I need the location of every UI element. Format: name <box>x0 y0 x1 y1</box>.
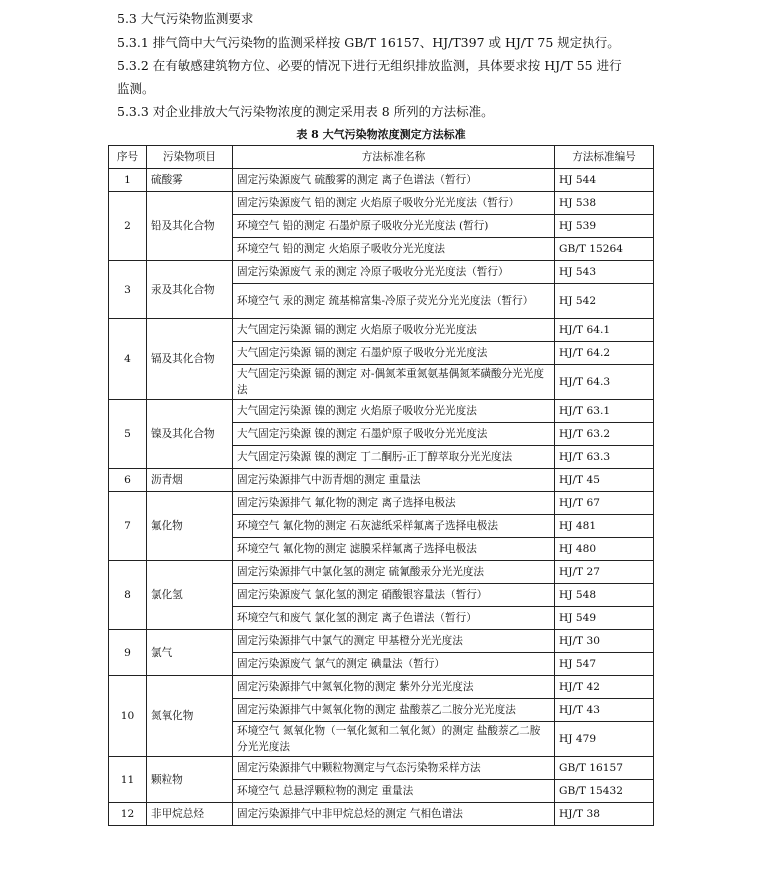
table-body <box>109 169 654 826</box>
row-number: 4 <box>109 319 147 400</box>
method-code: HJ/T 64.3 <box>555 365 654 400</box>
method-code: HJ 547 <box>555 653 654 676</box>
pollutant-item: 沥青烟 <box>147 469 233 492</box>
method-name: 大气固定污染源 镉的测定 石墨炉原子吸收分光光度法 <box>233 342 555 365</box>
method-name: 大气固定污染源 镍的测定 火焰原子吸收分光光度法 <box>233 400 555 423</box>
method-code: HJ 539 <box>555 215 654 238</box>
row-number: 10 <box>109 676 147 757</box>
method-code: HJ 548 <box>555 584 654 607</box>
method-code: GB/T 15264 <box>555 238 654 261</box>
method-name: 环境空气 氟化物的测定 滤膜采样氟离子选择电极法 <box>233 538 555 561</box>
method-name: 固定污染源废气 铅的测定 火焰原子吸收分光光度法（暂行） <box>233 192 555 215</box>
paragraph-5-3-3: 5.3.3 对企业排放大气污染物浓度的测定采用表 8 所列的方法标准。 <box>117 104 494 119</box>
table-row <box>109 400 654 423</box>
method-code: HJ 542 <box>555 284 654 319</box>
row-number: 6 <box>109 469 147 492</box>
pollutant-item: 镍及其化合物 <box>147 400 233 469</box>
method-name: 固定污染源排气中氮氧化物的测定 紫外分光光度法 <box>233 676 555 699</box>
row-number: 12 <box>109 803 147 826</box>
method-name: 环境空气 总悬浮颗粒物的测定 重量法 <box>233 780 555 803</box>
method-name: 固定污染源废气 氯气的测定 碘量法（暂行） <box>233 653 555 676</box>
paragraph-5-3-2: 5.3.2 在有敏感建筑物方位、必要的情况下进行无组织排放监测，具体要求按 HJ/T 55 进行 <box>117 58 622 73</box>
method-name: 环境空气 氟化物的测定 石灰滤纸采样氟离子选择电极法 <box>233 515 555 538</box>
row-number: 7 <box>109 492 147 561</box>
paragraph-5-3-2-cont: 监测。 <box>117 81 155 96</box>
header-method-code: 方法标准编号 <box>555 146 654 169</box>
method-name: 固定污染源排气中氯化氢的测定 硫氰酸汞分光光度法 <box>233 561 555 584</box>
method-name: 固定污染源排气中氮氧化物的测定 盐酸萘乙二胺分光光度法 <box>233 699 555 722</box>
row-number: 5 <box>109 400 147 469</box>
table-row <box>109 676 654 699</box>
method-code: HJ/T 27 <box>555 561 654 584</box>
table-row <box>109 492 654 515</box>
method-name: 固定污染源废气 氯化氢的测定 硝酸银容量法（暂行） <box>233 584 555 607</box>
method-standards-table <box>108 145 654 826</box>
paragraph-5-3-1: 5.3.1 排气筒中大气污染物的监测采样按 GB/T 16157、HJ/T397 或 HJ/T 75 规定执行。 <box>117 35 620 50</box>
row-number: 2 <box>109 192 147 261</box>
method-name: 固定污染源排气中非甲烷总烃的测定 气相色谱法 <box>233 803 555 826</box>
row-number: 3 <box>109 261 147 319</box>
method-name: 固定污染源排气中氯气的测定 甲基橙分光光度法 <box>233 630 555 653</box>
table-caption: 表 8 大气污染物浓度测定方法标准 <box>296 128 466 141</box>
method-name: 环境空气 氮氧化物（一氧化氮和二氧化氮）的测定 盐酸萘乙二胺分光光度法 <box>233 722 555 757</box>
header-method-name: 方法标准名称 <box>233 146 555 169</box>
method-code: HJ 481 <box>555 515 654 538</box>
pollutant-item: 铅及其化合物 <box>147 192 233 261</box>
method-name: 固定污染源废气 汞的测定 冷原子吸收分光光度法（暂行） <box>233 261 555 284</box>
method-code: HJ/T 63.1 <box>555 400 654 423</box>
method-code: HJ/T 64.2 <box>555 342 654 365</box>
pollutant-item: 汞及其化合物 <box>147 261 233 319</box>
method-code: HJ 549 <box>555 607 654 630</box>
method-code: HJ/T 30 <box>555 630 654 653</box>
header-no: 序号 <box>109 146 147 169</box>
method-name: 固定污染源排气中颗粒物测定与气态污染物采样方法 <box>233 757 555 780</box>
pollutant-item: 氯气 <box>147 630 233 676</box>
row-number: 8 <box>109 561 147 630</box>
header-item: 污染物项目 <box>147 146 233 169</box>
pollutant-item: 颗粒物 <box>147 757 233 803</box>
section-heading: 5.3 大气污染物监测要求 <box>117 11 254 26</box>
method-name: 大气固定污染源 镉的测定 火焰原子吸收分光光度法 <box>233 319 555 342</box>
table-row <box>109 803 654 826</box>
method-code: HJ/T 42 <box>555 676 654 699</box>
method-code: HJ 538 <box>555 192 654 215</box>
table-row <box>109 169 654 192</box>
method-code: GB/T 16157 <box>555 757 654 780</box>
method-code: HJ/T 63.2 <box>555 423 654 446</box>
pollutant-item: 镉及其化合物 <box>147 319 233 400</box>
table-row <box>109 261 654 284</box>
pollutant-item: 硫酸雾 <box>147 169 233 192</box>
table-row <box>109 757 654 780</box>
method-name: 固定污染源排气中沥青烟的测定 重量法 <box>233 469 555 492</box>
pollutant-item: 氟化物 <box>147 492 233 561</box>
method-name: 环境空气 铅的测定 火焰原子吸收分光光度法 <box>233 238 555 261</box>
row-number: 1 <box>109 169 147 192</box>
method-name: 大气固定污染源 镍的测定 石墨炉原子吸收分光光度法 <box>233 423 555 446</box>
pollutant-item: 氯化氢 <box>147 561 233 630</box>
table-row <box>109 319 654 342</box>
row-number: 11 <box>109 757 147 803</box>
method-name: 环境空气 汞的测定 巯基棉富集-冷原子荧光分光光度法（暂行） <box>233 284 555 319</box>
method-code: HJ/T 43 <box>555 699 654 722</box>
method-code: HJ/T 64.1 <box>555 319 654 342</box>
row-number: 9 <box>109 630 147 676</box>
method-code: HJ/T 63.3 <box>555 446 654 469</box>
pollutant-item: 氮氧化物 <box>147 676 233 757</box>
method-code: HJ/T 67 <box>555 492 654 515</box>
method-code: HJ 543 <box>555 261 654 284</box>
method-code: HJ 479 <box>555 722 654 757</box>
pollutant-item: 非甲烷总烃 <box>147 803 233 826</box>
method-code: HJ/T 45 <box>555 469 654 492</box>
table-row <box>109 561 654 584</box>
method-name: 固定污染源排气 氟化物的测定 离子选择电极法 <box>233 492 555 515</box>
method-name: 环境空气 铅的测定 石墨炉原子吸收分光光度法 (暂行) <box>233 215 555 238</box>
method-name: 大气固定污染源 镍的测定 丁二酮肟-正丁醇萃取分光光度法 <box>233 446 555 469</box>
table-row <box>109 630 654 653</box>
method-name: 大气固定污染源 镉的测定 对-偶氮苯重氮氨基偶氮苯磺酸分光光度法 <box>233 365 555 400</box>
method-code: GB/T 15432 <box>555 780 654 803</box>
method-name: 环境空气和废气 氯化氢的测定 离子色谱法（暂行） <box>233 607 555 630</box>
method-name: 固定污染源废气 硫酸雾的测定 离子色谱法（暂行） <box>233 169 555 192</box>
method-code: HJ 480 <box>555 538 654 561</box>
method-code: HJ/T 38 <box>555 803 654 826</box>
table-row <box>109 469 654 492</box>
table-row <box>109 192 654 215</box>
method-code: HJ 544 <box>555 169 654 192</box>
